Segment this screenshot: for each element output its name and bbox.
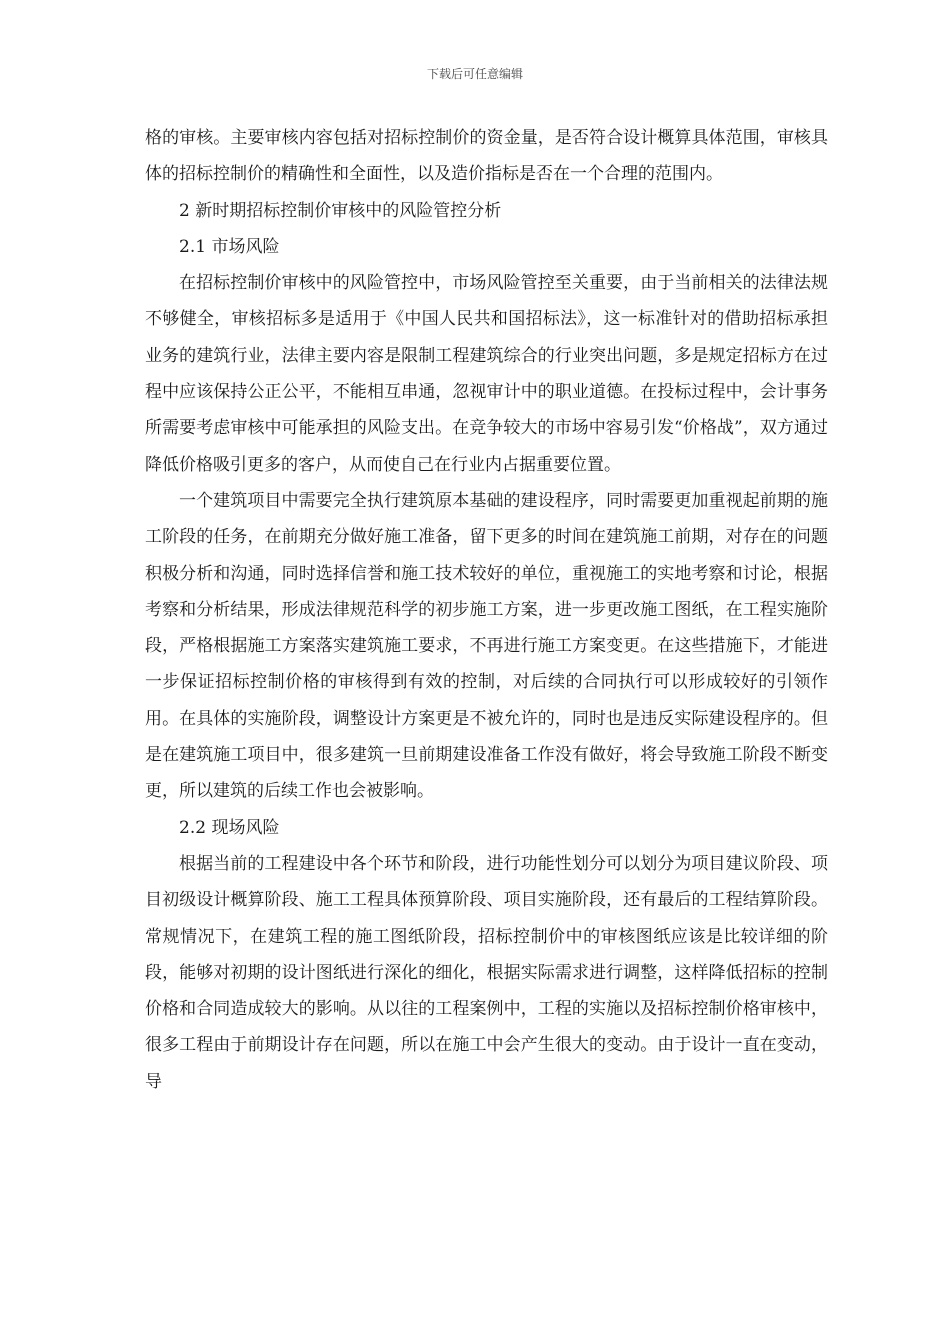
document-body [145, 120, 828, 1100]
paragraph-continuation: 格的审核。主要审核内容包括对招标控制价的资金量，是否符合设计概算具体范围，审核具体的招标控制价的精确性和全面性，以及造价指标是否在一个合理的范围内。 [145, 128, 828, 185]
section-heading-2: 2 新时期招标控制价审核中的风险管控分析 [179, 200, 502, 221]
subsection-heading-2-2: 2.2 现场风险 [179, 817, 280, 838]
page-header-note: 下载后可任意编辑 [426, 67, 523, 81]
paragraph-site-risk: 根据当前的工程建设中各个环节和阶段，进行功能性划分可以划分为项目建议阶段、项目初级设计概算阶段、施工工程具体预算阶段、项目实施阶段，还有最后的工程结算阶段。常规情况下，在建筑工程的施工图纸阶段，招标控制价中的审核图纸应该是比较详细的阶段，能够对初期的设计图纸进行深化的细化，根据实际需求进行调整，这样降低招标的控制价格和合同造成较大的影响。从以往的工程案例中，工程的实施以及招标控制价格审核中，很多工程由于前期设计存在问题，所以在施工中会产生很大的变动。由于设计一直在变动，导 [145, 853, 828, 1092]
subsection-heading-2-1: 2.1 市场风险 [179, 236, 280, 257]
paragraph-construction-program: 一个建筑项目中需要完全执行建筑原本基础的建设程序，同时需要更加重视起前期的施工阶段的任务，在前期充分做好施工准备，留下更多的时间在建筑施工前期，对存在的问题积极分析和沟通，同时选择信誉和施工技术较好的单位，重视施工的实地考察和讨论，根据考察和分析结果，形成法律规范科学的初步施工方案，进一步更改施工图纸，在工程实施阶段，严格根据施工方案落实建筑施工要求，不再进行施工方案变更。在这些措施下，才能进一步保证招标控制价格的审核得到有效的控制，对后续的合同执行可以形成较好的引领作用。在具体的实施阶段，调整设计方案更是不被允许的，同时也是违反实际建设程序的。但是在建筑施工项目中，很多建筑一旦前期建设准备工作没有做好，将会导致施工阶段不断变更，所以建筑的后续工作也会被影响。 [145, 490, 828, 802]
paragraph-market-risk: 在招标控制价审核中的风险管控中，市场风险管控至关重要，由于当前相关的法律法规不够健全，审核招标多是适用于《中国人民共和国招标法》，这一标准针对的借助招标承担业务的建筑行业，法律主要内容是限制工程建筑综合的行业突出问题，多是规定招标方在过程中应该保持公正公平，不能相互串通，忽视审计中的职业道德。在投标过程中，会计事务所需要考虑审核中可能承担的风险支出。在竞争较大的市场中容易引发“价格战”，双方通过降低价格吸引更多的客户，从而使自己在行业内占据重要位置。 [145, 273, 828, 475]
